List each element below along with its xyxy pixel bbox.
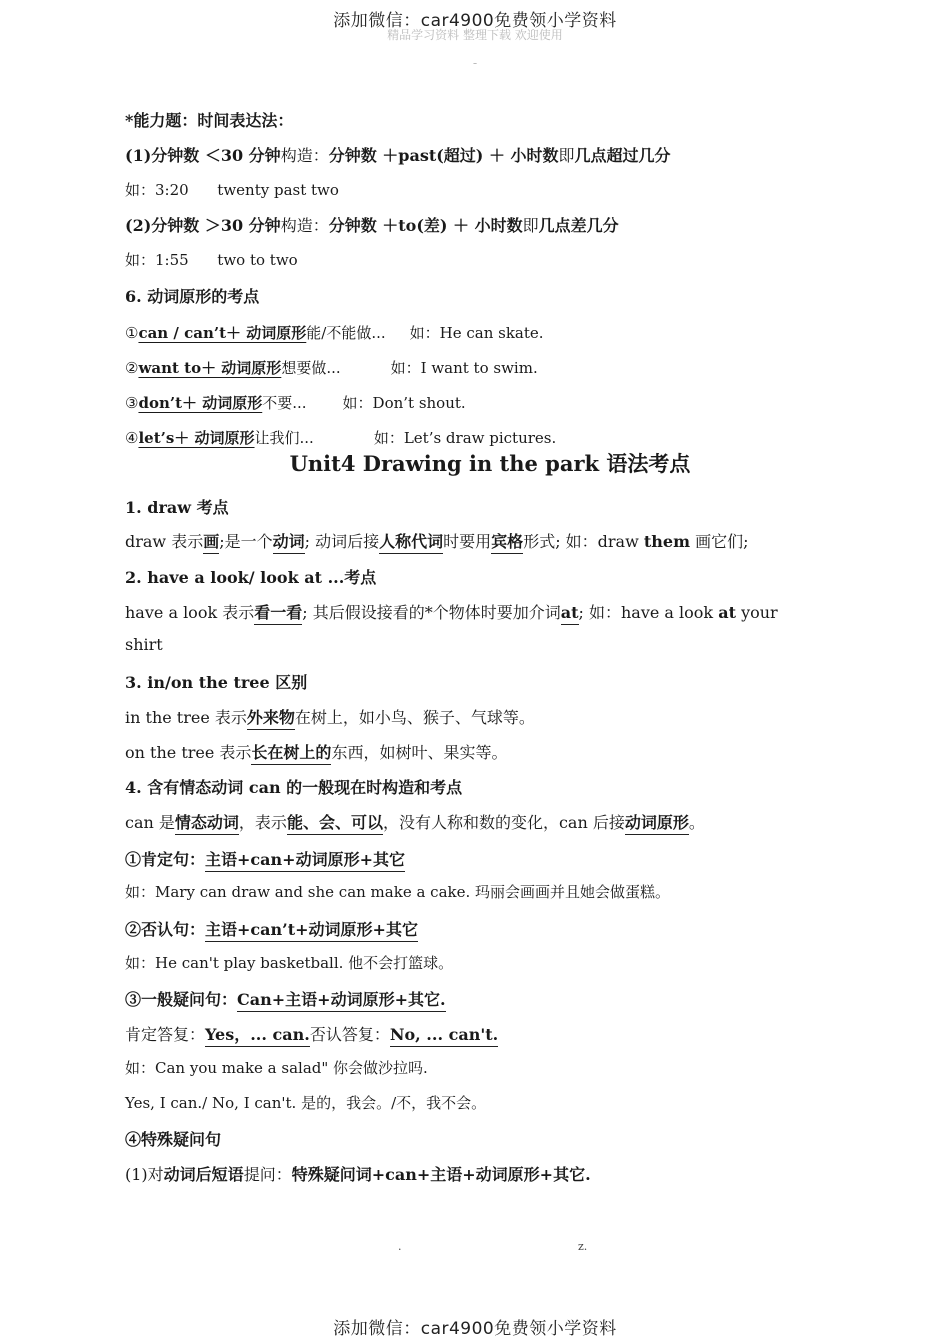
verb-item-num: ③ [125, 394, 139, 412]
verb-item-example: 如：Let’s draw pictures. [373, 429, 557, 447]
question-example-1: 如：Can you make a salad" 你会做沙拉吗. [125, 1059, 428, 1077]
answer-yes-label: 肯定答复： [125, 1025, 206, 1044]
verb-item-rule: let’s＋ 动词原形 [138, 429, 255, 447]
unit-title: Unit4 Drawing in the park 语法考点 [289, 451, 691, 476]
can-i5: ，没有人称和数的变化，can 后接 [382, 813, 625, 832]
answer-no: No, ... can't. [390, 1025, 498, 1047]
can-intro [125, 810, 705, 833]
draw-t11: 画它们; [690, 532, 749, 551]
footer-dot: . [398, 1240, 402, 1253]
draw-t3: ;是一个 [219, 532, 273, 551]
look-t2: 看一看 [254, 603, 302, 625]
verb-item-meaning: 能/不能做... [306, 324, 386, 342]
verb-item [125, 427, 556, 448]
can-negative-example: 如：He can't play basketball. 他不会打篮球。 [125, 954, 454, 972]
rule1-c: 分钟数 ＋past(超过) ＋ 小时数 [328, 146, 559, 165]
sp-c: 提问： [243, 1165, 292, 1184]
can-positive [125, 847, 405, 870]
tree-l1b: 外来物 [247, 708, 295, 730]
look-t7: your [735, 603, 778, 622]
watermark-bottom: 添加微信：car4900免费领小学资料 [333, 1319, 617, 1339]
draw-body [125, 529, 749, 552]
look-t4: at [561, 603, 579, 625]
verb-item-rule: can / can’t＋ 动词原形 [138, 324, 307, 342]
verb-item-example: 如：Don’t shout. [342, 394, 466, 412]
draw-t9: 形式; 如：draw [523, 532, 644, 551]
faint-header: 精品学习资料 整理下载 欢迎使用 [387, 28, 563, 42]
draw-t6: 人称代词 [379, 532, 443, 554]
answer-yes: Yes，... can. [205, 1025, 310, 1047]
verb-item-num: ② [125, 359, 139, 377]
sp-a: (1)对 [125, 1165, 164, 1184]
watermark-top: 添加微信：car4900免费领小学资料 [333, 11, 617, 31]
tree-l2a: on the tree 表示 [125, 743, 252, 762]
verb-heading: 6. 动词原形的考点 [125, 287, 260, 306]
tree-l1c: 在树上，如小鸟、猴子、气球等。 [294, 708, 535, 727]
question-label: ③一般疑问句： [125, 990, 238, 1009]
rule2-c: 分钟数 ＋to(差) ＋ 小时数 [328, 216, 523, 235]
positive-label: ①肯定句： [125, 850, 206, 869]
draw-heading: 1. draw 考点 [125, 498, 229, 517]
rule2-e: 几点差几分 [538, 216, 619, 235]
rule2-d: 即 [522, 216, 539, 235]
negative-label: ②否认句： [125, 920, 206, 939]
time-example-2: 如：1:55 two to two [125, 251, 298, 269]
tree-line-on [125, 740, 507, 763]
verb-item-num: ④ [125, 429, 139, 447]
look-t1: have a look 表示 [125, 603, 255, 622]
time-rule-2 [125, 213, 619, 236]
look-body [125, 600, 778, 623]
rule1-d: 即 [558, 146, 575, 165]
header-dash: - [472, 56, 478, 70]
can-i1: can 是 [125, 813, 175, 832]
verb-item [125, 322, 544, 343]
verb-item [125, 357, 538, 378]
can-negative [125, 917, 418, 940]
draw-t7: 时要用 [443, 532, 492, 551]
special-question-rule [125, 1162, 591, 1185]
can-answers [125, 1022, 498, 1045]
special-question-heading: ④特殊疑问句 [125, 1130, 222, 1149]
tree-l2c: 东西，如树叶、果实等。 [331, 743, 508, 762]
verb-item-example: 如：He can skate. [409, 324, 544, 342]
positive-rule: 主语+can+动词原形+其它 [205, 850, 405, 872]
verb-item-example: 如：I want to swim. [390, 359, 538, 377]
rule2-a: (2)分钟数 ＞30 分钟 [125, 216, 281, 235]
sp-b: 动词后短语 [163, 1165, 244, 1184]
draw-t5: ; 动词后接 [304, 532, 380, 551]
look-heading: 2. have a look/ look at ...考点 [125, 568, 377, 587]
question-rule: Can+主语+动词原形+其它. [237, 990, 446, 1012]
draw-t8: 宾格 [491, 532, 523, 554]
verb-item [125, 392, 466, 413]
verb-item-meaning: 不要... [262, 394, 307, 412]
can-i6: 动词原形 [625, 813, 689, 835]
verb-item-rule: don’t＋ 动词原形 [138, 394, 263, 412]
look-t5: ; 如：have a look [578, 603, 719, 622]
can-heading: 4. 含有情态动词 can 的一般现在时构造和考点 [125, 778, 463, 797]
rule2-b: 构造： [280, 216, 329, 235]
tree-l1a: in the tree 表示 [125, 708, 247, 727]
rule1-b: 构造： [280, 146, 329, 165]
verb-item-rule: want to＋ 动词原形 [138, 359, 282, 377]
negative-rule: 主语+can’t+动词原形+其它 [205, 920, 418, 942]
footer-z: z. [578, 1240, 588, 1253]
rule1-a: (1)分钟数 ＜30 分钟 [125, 146, 281, 165]
sp-d: 特殊疑问词+can+主语+动词原形+其它. [291, 1165, 591, 1184]
tree-l2b: 长在树上的 [251, 743, 331, 765]
can-i7: 。 [688, 813, 705, 832]
look-body-cont: shirt [125, 635, 163, 654]
draw-t2: 画 [203, 532, 219, 554]
verb-item-meaning: 想要做... [281, 359, 341, 377]
can-i2: 情态动词 [175, 813, 239, 835]
look-t3: ; 其后假设接看的*个物体时要加介词 [302, 603, 561, 622]
can-positive-example: 如：Mary can draw and she can make a cake. 玛丽会画画并且她会做蛋糕。 [125, 883, 671, 901]
time-heading: *能力题：时间表达法： [125, 111, 294, 130]
tree-heading: 3. in/on the tree 区别 [125, 673, 308, 692]
time-example-1: 如：3:20 twenty past two [125, 181, 339, 199]
draw-t1: draw 表示 [125, 532, 204, 551]
can-i4: 能、会、可以 [287, 813, 383, 835]
verb-item-meaning: 让我们... [254, 429, 314, 447]
time-rule-1 [125, 143, 671, 166]
verb-item-num: ① [125, 324, 139, 342]
look-t6: at [718, 603, 736, 622]
draw-t4: 动词 [273, 532, 305, 554]
can-i3: ，表示 [238, 813, 287, 832]
question-example-2: Yes, I can./ No, I can't. 是的，我会。/不，我不会。 [125, 1094, 487, 1112]
tree-line-in [125, 705, 535, 728]
draw-t10: them [643, 532, 691, 551]
rule1-e: 几点超过几分 [574, 146, 671, 165]
answer-no-label: 否认答复： [309, 1025, 390, 1044]
can-question [125, 987, 446, 1010]
